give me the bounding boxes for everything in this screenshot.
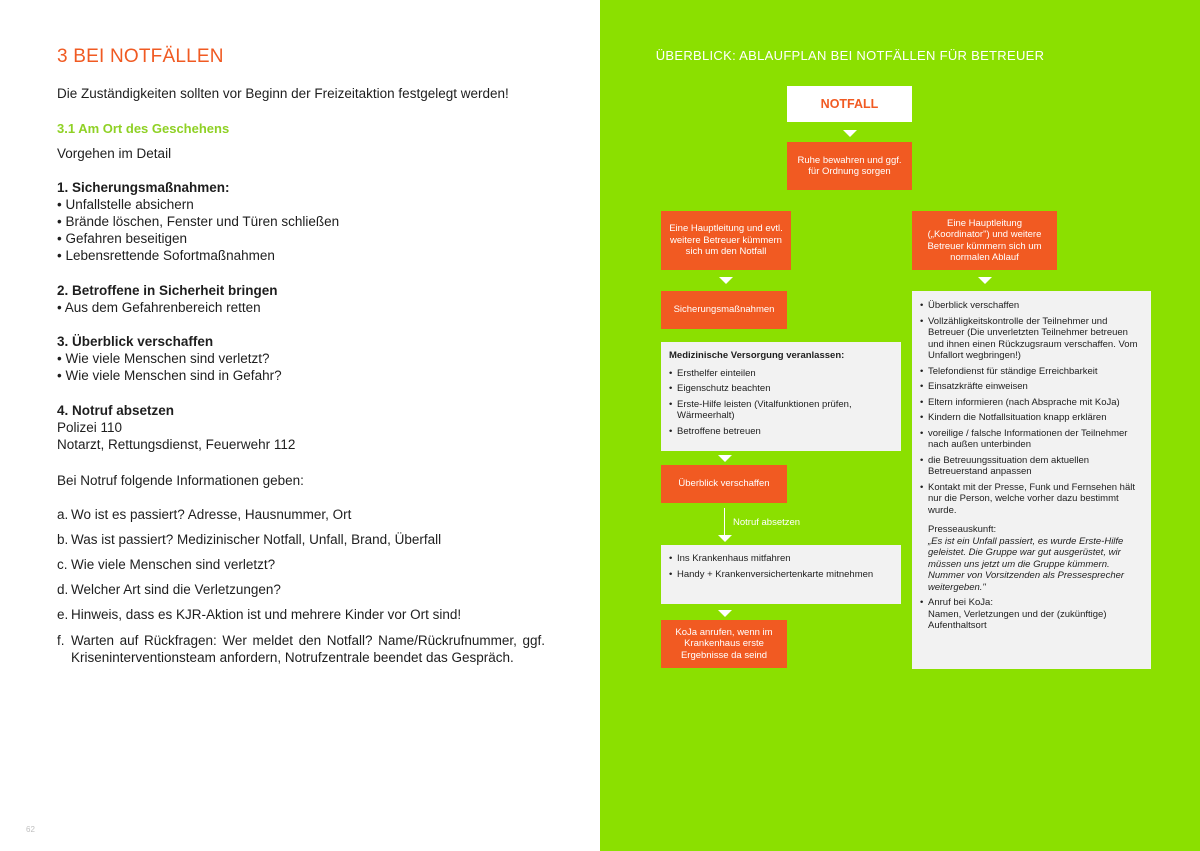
- medizin-heading: Medizinische Versorgung veranlassen:: [669, 350, 845, 361]
- ueberblick-box: Überblick verschaffen: [661, 465, 787, 503]
- block-line: • Wie viele Menschen sind verletzt?: [57, 351, 270, 366]
- question-item: [57, 556, 545, 573]
- block-line: • Lebensrettende Sofortmaßnahmen: [57, 248, 275, 263]
- list-item: • Betroffene betreuen: [669, 426, 893, 438]
- block-heading: 3. Überblick verschaffen: [57, 334, 214, 349]
- arrow-down-icon: [719, 277, 733, 284]
- medizin-box: [661, 342, 901, 451]
- question-item: [57, 506, 545, 523]
- flowchart-title: ÜBERBLICK: ABLAUFPLAN BEI NOTFÄLLEN FÜR BETREUER: [655, 48, 1045, 63]
- koja-call-box: KoJa anrufen, wenn im Krankenhaus erste Ergebnisse da seind: [661, 620, 787, 668]
- list-item: • Kindern die Notfallsituation knapp erklären: [920, 412, 1143, 424]
- question-letter: b.: [57, 532, 69, 547]
- list-item: • Eigenschutz beachten: [669, 383, 893, 395]
- block-line: Notarzt, Rettungsdienst, Feuerwehr 112: [57, 437, 296, 452]
- left-lead-box: Eine Hauptleitung und evtl. weitere Betreuer kümmern sich um den Notfall: [661, 211, 791, 270]
- ruhe-box: Ruhe bewahren und ggf. für Ordnung sorgen: [787, 142, 912, 190]
- block-line: • Unfallstelle absichern: [57, 197, 194, 212]
- intro-text: Die Zuständigkeiten sollten vor Beginn der Freizeitaktion festgelegt werden!: [57, 86, 509, 101]
- list-item: • Ins Krankenhaus mitfahren: [669, 553, 893, 565]
- list-item: • die Betreuungssituation dem aktuellen Betreuerstand anpassen: [920, 455, 1143, 478]
- sicherung-box: Sicherungsmaßnahmen: [661, 291, 787, 329]
- question-item: [57, 581, 545, 598]
- koja-item-text: Namen, Verletzungen und der (zukünftige) Aufenthaltsort: [928, 608, 1107, 631]
- list-item: • Kontakt mit der Presse, Funk und Fernsehen hält nur die Person, welche vorher dazu bestimmt wurde.: [920, 482, 1143, 517]
- notruf-label: Notruf absetzen: [733, 517, 801, 528]
- notfall-box: NOTFALL: [787, 86, 912, 122]
- question-text: Hinweis, dass es KJR-Aktion ist und mehrere Kinder vor Ort sind!: [71, 607, 462, 622]
- question-item: [57, 606, 545, 623]
- list-item: • Telefondienst für ständige Erreichbarkeit: [920, 366, 1143, 378]
- block-line: • Brände löschen, Fenster und Türen schließen: [57, 214, 340, 229]
- question-letter: d.: [57, 582, 69, 597]
- block-betroffene: [57, 282, 278, 316]
- list-item: • Ersthelfer einteilen: [669, 368, 893, 380]
- arrow-down-icon: [978, 277, 992, 284]
- list-item: • Vollzähligkeitskontrolle der Teilnehmer und Betreuer (Die unverletzten Teilnehmer betreuen und ihnen einen Rückzugsraum verschaffen. Vom Unfallort wegbringen!): [920, 316, 1143, 362]
- list-item: • Überblick verschaffen: [920, 300, 1143, 312]
- block-heading: 2. Betroffene in Sicherheit bringen: [57, 283, 278, 298]
- question-text: Warten auf Rückfragen: Wer meldet den Notfall? Name/Rückrufnummer, ggf. Kriseninterventionsteam anfordern, Notrufzentrale beendet das Gespräch.: [71, 633, 545, 665]
- block-sicherung: [57, 179, 339, 264]
- block-notruf: [57, 402, 295, 453]
- krankenhaus-box: [661, 545, 901, 604]
- question-letter: a.: [57, 507, 69, 522]
- press-block: [920, 524, 1143, 593]
- right-page: [600, 0, 1200, 851]
- koja-item-label: Anruf bei KoJa:: [928, 597, 993, 608]
- right-lead-box: Eine Hauptleitung („Koordinator") und weitere Betreuer kümmern sich um normalen Ablauf: [912, 211, 1057, 270]
- block-line: • Gefahren beseitigen: [57, 231, 188, 246]
- arrow-down-icon: [843, 130, 857, 137]
- list-item: • Handy + Krankenversichertenkarte mitnehmen: [669, 569, 893, 581]
- question-letter: e.: [57, 607, 69, 622]
- arrow-down-icon: [718, 610, 732, 617]
- block-line: • Wie viele Menschen sind in Gefahr?: [57, 368, 282, 383]
- info-intro: Bei Notruf folgende Informationen geben:: [57, 473, 304, 488]
- list-item: • Erste-Hilfe leisten (Vitalfunktionen prüfen, Wärmeerhalt): [669, 399, 893, 422]
- block-heading: 4. Notruf absetzen: [57, 403, 175, 418]
- question-item: [57, 632, 545, 666]
- page-number: 62: [26, 825, 35, 834]
- detail-label: Vorgehen im Detail: [57, 146, 172, 161]
- block-ueberblick: [57, 333, 282, 384]
- question-item: [57, 531, 545, 548]
- question-letter: f.: [57, 633, 65, 648]
- block-line: • Aus dem Gefahrenbereich retten: [57, 300, 261, 315]
- question-text: Wo ist es passiert? Adresse, Hausnummer, Ort: [71, 507, 352, 522]
- block-line: Polizei 110: [57, 420, 123, 435]
- arrow-down-icon: [718, 455, 732, 462]
- coordinator-box: [912, 291, 1151, 669]
- block-heading: 1. Sicherungsmaßnahmen:: [57, 180, 230, 195]
- list-item: • voreilige / falsche Informationen der Teilnehmer nach außen unterbinden: [920, 428, 1143, 451]
- list-item: • Einsatzkräfte einweisen: [920, 381, 1143, 393]
- press-label: Presseauskunft:: [928, 524, 997, 535]
- question-letter: c.: [57, 557, 68, 572]
- list-item: [920, 597, 1143, 632]
- question-text: Wie viele Menschen sind verletzt?: [71, 557, 276, 572]
- question-text: Was ist passiert? Medizinischer Notfall, Unfall, Brand, Überfall: [71, 532, 442, 547]
- question-text: Welcher Art sind die Verletzungen?: [71, 582, 281, 597]
- list-item: • Eltern informieren (nach Absprache mit KoJa): [920, 397, 1143, 409]
- section-title: 3 BEI NOTFÄLLEN: [57, 46, 224, 67]
- subsection-heading: 3.1 Am Ort des Geschehens: [57, 121, 230, 136]
- press-quote: „Es ist ein Unfall passiert, es wurde Erste-Hilfe geleistet. Die Gruppe war gut ausgerüstet, wir müssen uns jetzt um die Gruppe kümmern. Nummer von Vorsitzenden als Pressesprecher weitergeben.": [928, 535, 1125, 593]
- arrow-down-icon: [718, 535, 732, 542]
- connector-line: [724, 508, 725, 536]
